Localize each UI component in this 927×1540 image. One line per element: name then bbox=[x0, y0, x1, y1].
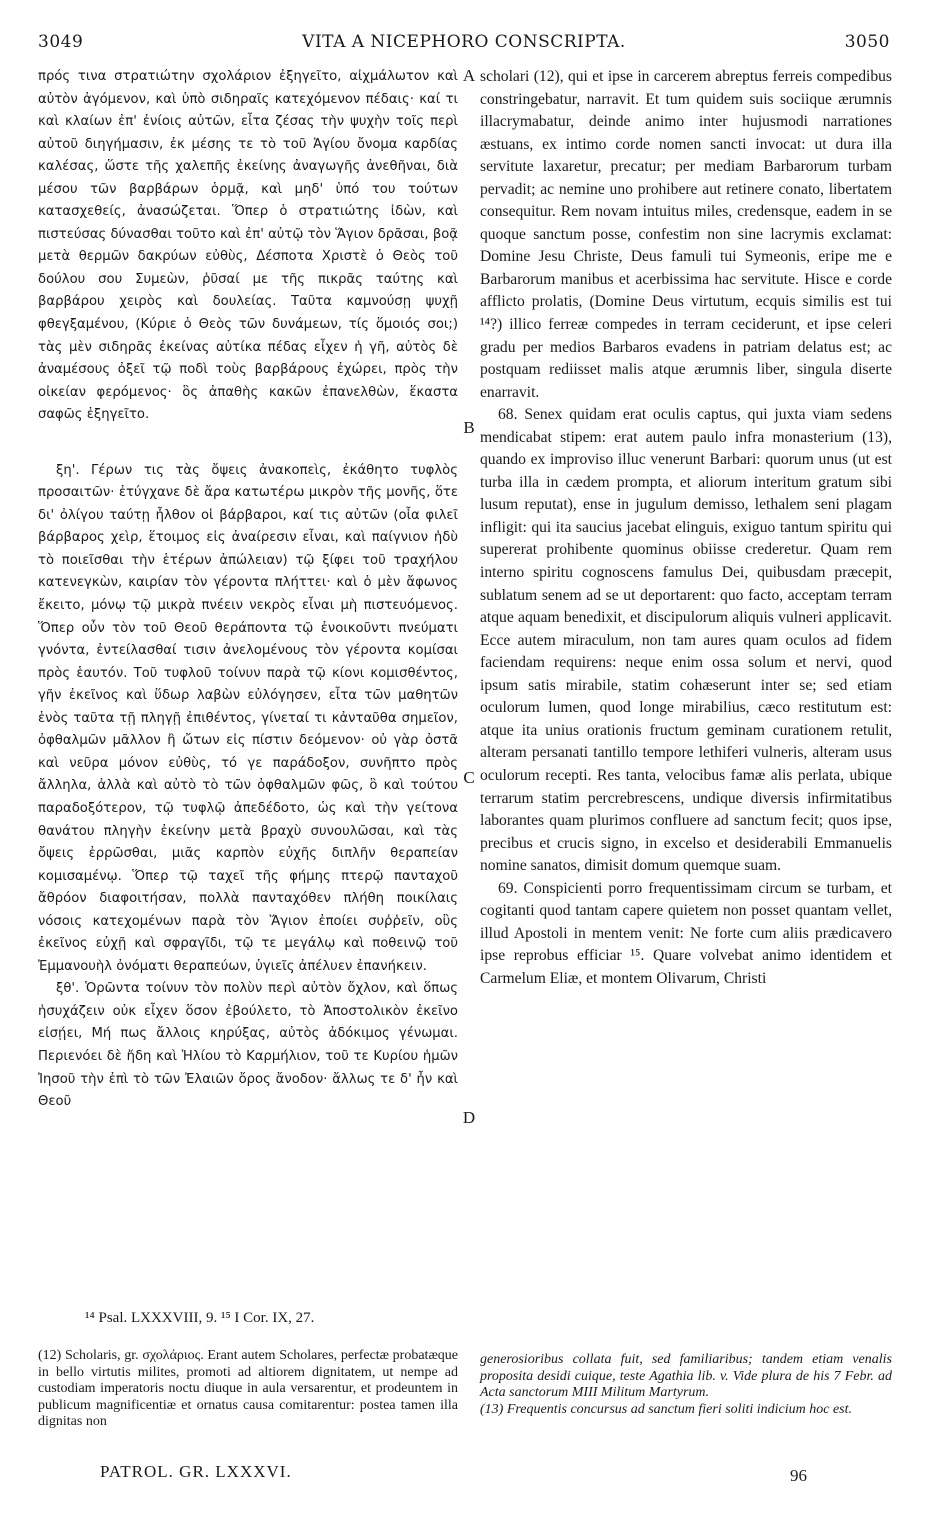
footnotes-right bbox=[480, 1352, 892, 1418]
greek-column bbox=[38, 66, 458, 1114]
running-title: VITA A NICEPHORO CONSCRIPTA. bbox=[302, 32, 626, 52]
latin-paragraph-1: scholari (12), qui et ipse in carcerem abreptus ferreis compedibus constringebatur, narravit. Et tum quidem suis sociique ærumnis illacrymabatur, deinde animo inter hujusmodi narrationes æstuans, ex intimo corde nomen sancti invocat: ut dura illa servitute laxaretur, precatur; per mediam Barbarorum turbam pervadit; ac nemine uno prohibere aut retinere conato, libertatem consequitur. Rem novam intuitus miles, credensque, eadem in se quoque sanctum posse, confestim non sine lacrymis exclamat: Domine Jesu Christe, Deus famuli tui Symeonis, eripe me e Barbarorum manibus et acerbissima hac servitute. Hisce e corde afflicto prolatis, (Domine Deus virtutum, ecquis similis est tui ¹⁴?) illico ferreæ compedes in terram ceciderunt, et ipse celeri gradu per medios Barbaros evadens in patriam delatus est; ac postquam rediisset malis atque ærumnis liber, singula diserte enarravit. bbox=[480, 68, 892, 401]
series-footer: PATROL. GR. LXXXVI. bbox=[100, 1462, 292, 1481]
footnote-13: (13) Frequentis concursus ad sanctum fieri soliti indicium hoc est. bbox=[480, 1401, 852, 1417]
latin-paragraph-69: 69. Conspicienti porro frequentissimam circum se turbam, et cogitanti quod tantam capere quietem non posset quantam vellet, illud Apostoli in mentem venit: Ne forte cum aliis prædicavero ipse reprobus efficiar ¹⁵. Quare volvebat animo identidem et Carmelum Eliæ, et montem Olivarum, Christi bbox=[480, 879, 892, 987]
latin-column bbox=[480, 66, 892, 990]
left-column-number: 3049 bbox=[38, 32, 84, 52]
margin-marker-b: B bbox=[463, 418, 475, 437]
latin-paragraph-68: 68. Senex quidam erat oculis captus, qui juxta viam sedens mendicabat stipem: erat autem paulo infra monasterium (13), quando ex improviso illuc venerunt Barbari: quorum unus (ut est turba illa in cædem prompta, et aliorum interitum gratum sibi lusum reputat), ense in jugulum demisso, lethalem seni plagam infligit: qui ita saucius jacebat elinguis, exiguo tantum spiritu qui supererat prohibente quominus obiisse crederetur. Quam rem interno spiritu cognoscens famulus Dei, quibusdam præcepit, sublatum senem ad se ut deportarent: quo facto, acceptam terram atque aquam benedixit, et discipulorum aliquis vulneri applicavit. Ecce autem miraculum, non tam aures quam oculos ad fidem faciendam requirens: neque enim ossa solum et nervi, quod ipsum satis mirabile, statim cohæserunt inter se; sed etiam oculorum lumen, quod longe mirabilius, cæco restitutum est: atque ita unius orationis fructum geminam curationem retulit, alteram persanati tantillo tempore lethiferi vulneris, alteram usus oculorum recepti. Res tanta, velocibus famæ alis perlata, ubique terrarum statim percrebrescens, undique diversis infirmitatibus laborantes quam plurimos confluere ad sanctum fecit; quos ipse, precibus et crucis signo, in excelso et desiderabili Emmanuelis nomine sanatos, dimisit domum quemque suam. bbox=[480, 406, 892, 875]
margin-marker-d: D bbox=[462, 1108, 476, 1127]
footnotes-left bbox=[38, 1348, 458, 1431]
footnote-12-continued: generosioribus collata fuit, sed familiaribus; tandem etiam venalis proposita desidi cuique, teste Agathia lib. v. Vide plura de his 7 Febr. ad Acta sanctorum MIII Militum Martyrum. bbox=[480, 1352, 892, 1400]
footnote-12: (12) Scholaris, gr. σχολάριος. Erant autem Scholares, perfectæ probatæque in bello virtutis milites, promoti ad altiorem dignitatem, ut nempe ad custodiam imperatoris noctu diuque in aula versarentur, et prodeuntem in publicum magnificentiæ et ornatus causa comitarentur: postea tamen illa dignitas non bbox=[38, 1348, 458, 1429]
sheet-number: 96 bbox=[790, 1466, 807, 1485]
running-header bbox=[38, 32, 890, 58]
greek-paragraph-69: ξθ'. Ὁρῶντα τοίνυν τὸν πολὺν περὶ αὐτὸν ὄχλον, καὶ ὅπως ἡσυχάζειν οὐκ εἶχεν ὅσον ἐβούλετο, τὸ Ἀποστολικὸν ἐκεῖνο εἰσῄει, Μή πως ἄλλοις κηρύξας, αὐτὸς ἀδόκιμος γένωμαι. Περιενόει δὲ ἤδη καὶ Ἡλίου τὸ Καρμήλιον, τοῦ τε Κυρίου ἡμῶν Ἰησοῦ τὴν ἐπὶ τὸ τῶν Ἐλαιῶν ὄρος ἄνοδον· ἄλλως τε δ' ἦν καὶ Θεοῦ bbox=[38, 981, 458, 1110]
margin-marker-a: A bbox=[462, 66, 476, 85]
greek-paragraph-68: ξη'. Γέρων τις τὰς ὄψεις ἀνακοπεὶς, ἐκάθητο τυφλὸς προσαιτῶν· ἐτύγχανε δὲ ἄρα κατωτέρω μικρὸν τῆς μονῆς, ὅτε δι' ὀλίγου ταύτῃ ἦλθον οἱ βάρβαροι, καί τις αὐτῶν (οἷα φιλεῖ βάρβαρος χεὶρ, ἕτοιμος εἰς ἀναίρεσιν εἶναι, καὶ παίγνιον ἡδὺ τὸ ποιεῖσθαι τὴν ἑτέρων ἀπώλειαν) τῷ ξίφει τοῦ τραχήλου κατενεγκὼν, καιρίαν τὸν γέροντα πλήττει· καὶ ὁ μὲν ἄφωνος ἔκειτο, μόνῳ τῷ μικρὰ πνέειν νεκρὸς εἶναι μὴ πιστευόμενος. Ὅπερ οὖν τὸν τοῦ Θεοῦ θεράποντα τῷ ἐνοικοῦντι πνεύματι γνόντα, ἐντείλασθαί τισιν ἀνελομένους τὸν γέροντα κομίσαι πρὸς ἑαυτόν. Τοῦ τυφλοῦ τοίνυν παρὰ τῷ κίονι κομισθέντος, γῆν ἐκεῖνος καὶ ὕδωρ λαβὼν εὐλόγησεν, εἶτα τῶν μαθητῶν ἑνὸς ταῦτα τῇ πληγῇ ἐπιθέντος, γίνεταί τι κἀνταῦθα σημεῖον, ὀφθαλμῶν μᾶλλον ἢ ὤτων εἰς πίστιν δεόμενον· οὐ γὰρ ὀστᾶ καὶ νεῦρα μόνον εὐθὺς, τό γε παράδοξον, συνῆπτο πρὸς ἄλληλα, ἀλλὰ καὶ αὐτὸ τὸ τῶν ὀφθαλμῶν φῶς, ὃ καὶ τούτου παραδοξότερον, τῷ τυφλῷ ἀπεδέδοτο, ὡς καὶ τὴν γείτονα θανάτου πληγὴν ἐκείνην μετὰ βραχὺ συνουλῶσαι, καὶ τὰς ὄψεις ἐρρῶσθαι, μιᾶς καρπὸν εὐχῆς διπλῆν θεραπείαν κομισαμένῳ. Ὅπερ τῷ ταχεῖ τῆς φήμης πτερῷ πανταχοῦ ἄθρόον διαφοιτήσαν, πολλὰ πανταχόθεν πλήθη ποικίλαις νόσοις κατεχομένων παρὰ τὸν Ἅγιον ἐποίει συῤῥεῖν, οὓς ἐκεῖνος εὐχῇ καὶ σφραγῖδι, τῷ τε μεγάλῳ καὶ ποθεινῷ τοῦ Ἐμμανουὴλ ὀνόματι θεραπεύων, ὑγιεῖς ἀπέλυεν ἐπανήκειν. bbox=[38, 462, 458, 974]
right-column-number: 3050 bbox=[844, 32, 890, 52]
margin-marker-c: C bbox=[463, 768, 475, 787]
scripture-references: ¹⁴ Psal. LXXXVIII, 9. ¹⁵ I Cor. IX, 27. bbox=[85, 1310, 315, 1326]
greek-paragraph-1: πρός τινα στρατιώτην σχολάριον ἐξηγεῖτο, αἰχμάλωτον καὶ αὐτὸν ἀγόμενον, καὶ ὑπὸ σιδηραῖς κατεχόμενον πέδαις· καί τι καὶ κλαίων ἐπ' ἐνίοις αὐτῶν, εἶτα ζέσας τὴν ψυχὴν τοῖς περὶ αὐτοῦ διηγήμασιν, ἐκ μέσης τε τὸ τοῦ Ἁγίου ὄνομα καρδίας καλέσας, ὥστε τῆς χαλεπῆς ἐκείνης ἀναγωγῆς ἀνεθῆναι, διὰ μέσου τῶν βαρβάρων ὁρμᾷ, καὶ μηδ' ὑπό του τούτων κατασχεθείς, ἀνασώζεται. Ὅπερ ὁ στρατιώτης ἰδὼν, καὶ πιστεύσας δύνασθαι τοῦτο καὶ ἐπ' αὐτῷ τὸν Ἅγιον δρᾶσαι, βοᾷ μετὰ θερμῶν δακρύων εὐθὺς, Δέσποτα Χριστὲ ὁ Θεὸς τοῦ δούλου σου Συμεὼν, ῥῦσαί με τῆς πικρᾶς ταύτης καὶ βαρβάρου χειρὸς καὶ δουλείας. Ταῦτα καμνούσῃ ψυχῇ φθεγξαμένου, (Κύριε ὁ Θεὸς τῶν δυνάμεων, τίς ὅμοιός σοι;) τὰς μὲν σιδηρᾶς ἐκείνας αὐτίκα πέδας εἶχεν ἡ γῆ, αὐτὸς δὲ ἀναμέσους ὀξεῖ τῷ ποδὶ τοὺς βαρβάρους ἐχώρει, πρὸς τὴν οἰκείαν φερόμενος· ὃς ἀπαθὴς κακῶν ἐπανελθὼν, ἕκαστα σαφῶς ἐξηγεῖτο. bbox=[38, 69, 458, 423]
